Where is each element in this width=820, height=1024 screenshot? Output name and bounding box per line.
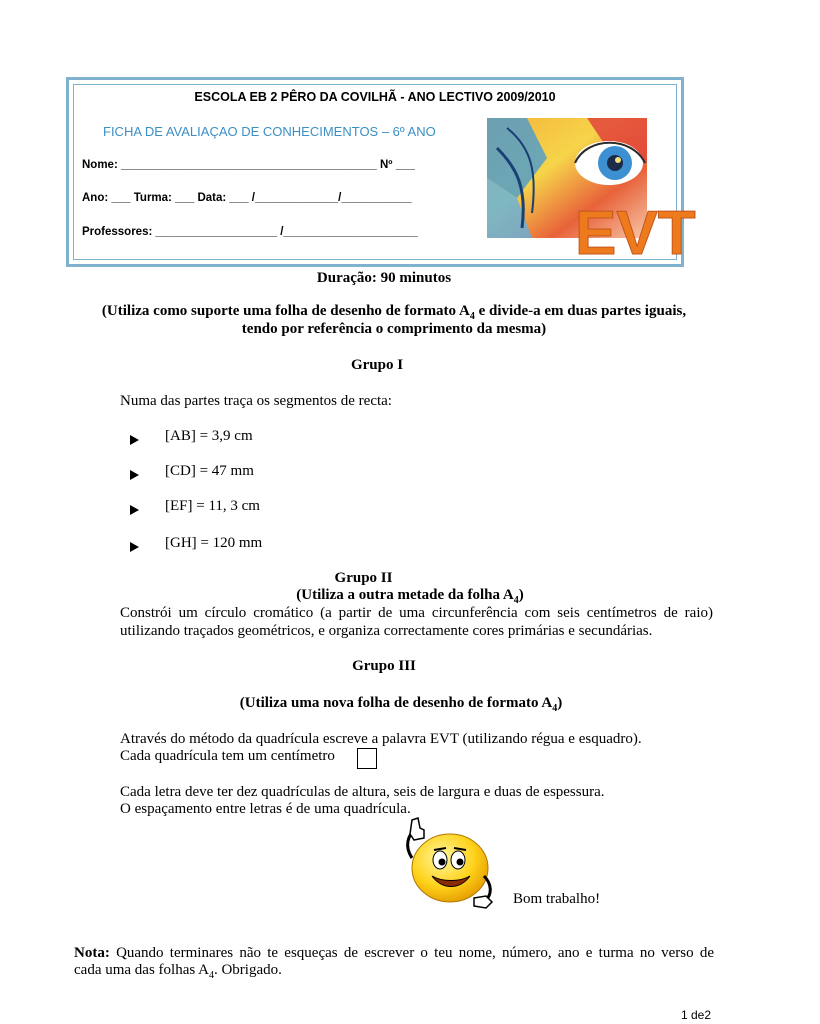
note-line1: Nota: Quando terminares não te esqueças de escrever o teu nome, número, ano e turma no verso de bbox=[74, 945, 714, 961]
note-line2: cada uma das folhas $A_4$. Obrigado. bbox=[74, 962, 282, 981]
group-3-p1-line2: Cada quadrícula tem um centímetro bbox=[120, 748, 335, 764]
group-1-intro: Numa das partes traça os segmentos de recta: bbox=[120, 393, 392, 409]
group-3-p1-line1: Através do método da quadrícula escreve a palavra EVT (utilizando régua e esquadro). bbox=[120, 731, 642, 747]
support-instruction-line2: tendo por referência o comprimento da mesma) bbox=[241, 321, 547, 337]
form-title: FICHA DE AVALIAÇAO DE CONHECIMENTOS – 6º ANO bbox=[103, 124, 436, 139]
evt-logo-text: EVT bbox=[575, 199, 696, 268]
list-item: [EF] = 11, 3 cm bbox=[165, 498, 260, 514]
group-3-title: Grupo III bbox=[352, 658, 416, 674]
group-2-text-line1: Constrói um círculo cromático (a partir de uma circunferência com seis centímetros de raio) bbox=[120, 605, 713, 621]
closing-message: Bom trabalho! bbox=[513, 891, 601, 907]
list-item: [CD] = 47 mm bbox=[165, 463, 254, 479]
bullet-arrow-icon bbox=[130, 539, 139, 557]
bullet-arrow-icon bbox=[130, 502, 139, 520]
page-number: 1 de2 bbox=[681, 1008, 712, 1022]
name-field: Nome: ________________________________________ Nº ___ bbox=[82, 159, 415, 171]
group-3-p2-line2: O espaçamento entre letras é de uma quadrícula. bbox=[120, 801, 411, 817]
list-item: [AB] = 3,9 cm bbox=[165, 428, 253, 444]
teachers-field: Professores: ___________________ /_____________________ bbox=[82, 226, 418, 238]
group-2-text-line2: utilizando traçados geométricos, e organiza correctamente cores primárias e secundárias. bbox=[120, 623, 653, 639]
smiley-thumbs-up-icon bbox=[400, 818, 498, 910]
grid-square-example bbox=[357, 748, 377, 769]
school-title: ESCOLA EB 2 PÊRO DA COVILHÃ - ANO LECTIVO 2009/2010 bbox=[194, 90, 556, 104]
support-instruction-line1: (Utiliza como suporte uma folha de desenho de formato $A_4$ e divide-a em duas partes iguais, bbox=[101, 303, 687, 322]
group-2-subtitle: (Utiliza a outra metade da folha $A_4$) bbox=[296, 587, 524, 606]
bullet-arrow-icon bbox=[130, 467, 139, 485]
list-item: [GH] = 120 mm bbox=[165, 535, 263, 551]
bullet-arrow-icon bbox=[130, 432, 139, 450]
group-3-subtitle: (Utiliza uma nova folha de desenho de formato $A_4$) bbox=[239, 695, 563, 714]
evt-logo-image bbox=[487, 118, 696, 268]
group-1-title: Grupo I bbox=[350, 357, 404, 373]
group-2-title: Grupo II bbox=[334, 570, 393, 586]
group-3-p2-line1: Cada letra deve ter dez quadrículas de altura, seis de largura e duas de espessura. bbox=[120, 784, 605, 800]
class-field: Ano: ___ Turma: ___ Data: ___ /_____________/___________ bbox=[82, 192, 412, 204]
duration: Duração: 90 minutos bbox=[316, 270, 452, 286]
